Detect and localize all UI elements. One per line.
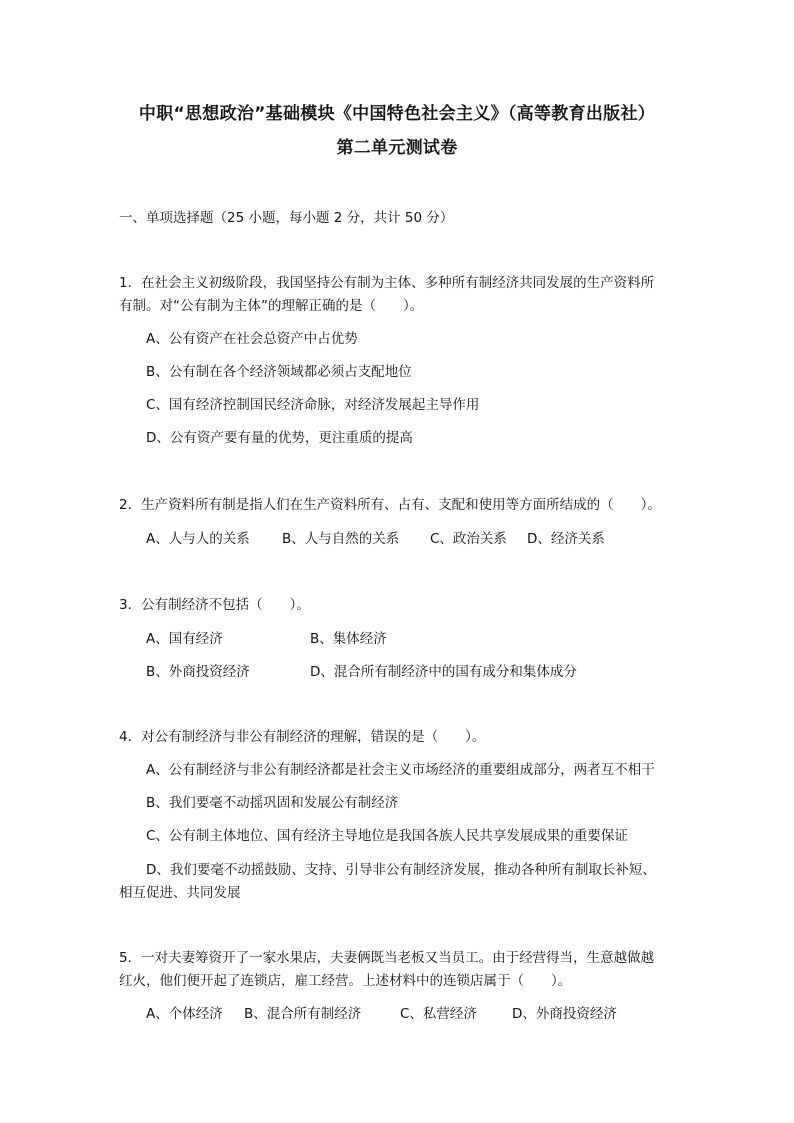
question-3-option-c: B、外商投资经济 — [146, 664, 250, 680]
question-5-stem-cont: 红火，他们便开起了连锁店，雇工经营。上述材料中的连锁店属于（ ）。 — [119, 973, 572, 989]
exam-subtitle: 第二单元测试卷 — [336, 138, 458, 158]
question-1-stem: 1．在社会主义初级阶段，我国坚持公有制为主体、多种所有制经济共同发展的生产资料所 — [119, 275, 655, 291]
question-1-option-d: D、公有资产要有量的优势，更注重质的提高 — [146, 430, 413, 446]
question-2-option-c: C、政治关系 — [430, 531, 507, 547]
question-4-option-d-cont: 相互促进、共同发展 — [119, 885, 241, 901]
question-5-option-b: B、混合所有制经济 — [244, 1006, 362, 1022]
question-4-stem: 4．对公有制经济与非公有制经济的理解，错误的是（ ）。 — [119, 729, 486, 745]
question-2-option-a: A、人与人的关系 — [146, 531, 250, 547]
question-4-option-b: B、我们要毫不动摇巩固和发展公有制经济 — [146, 795, 399, 811]
question-5-option-c: C、私营经济 — [400, 1006, 477, 1022]
question-1-option-c: C、国有经济控制国民经济命脉，对经济发展起主导作用 — [146, 397, 480, 413]
question-2-option-d: D、经济关系 — [527, 531, 605, 547]
question-1-option-a: A、公有资产在社会总资产中占优势 — [146, 331, 358, 347]
question-4-option-d: D、我们要毫不动摇鼓励、支持、引导非公有制经济发展，推动各种所有制取长补短、 — [146, 862, 656, 878]
exam-title: 中职“思想政治”基础模块《中国特色社会主义》（高等教育出版社） — [138, 104, 656, 124]
question-3-option-b: B、集体经济 — [310, 631, 387, 647]
question-2-stem: 2．生产资料所有制是指人们在生产资料所有、占有、支配和使用等方面所结成的（ ）。 — [119, 497, 661, 513]
question-3-option-a: A、国有经济 — [146, 631, 223, 647]
question-4-option-c: C、公有制主体地位、国有经济主导地位是我国各族人民共享发展成果的重要保证 — [146, 828, 628, 844]
question-1-option-b: B、公有制在各个经济领域都必须占支配地位 — [146, 364, 412, 380]
question-5-option-d: D、外商投资经济 — [512, 1006, 617, 1022]
question-5-stem: 5．一对夫妻筹资开了一家水果店，夫妻俩既当老板又当员工。由于经营得当，生意越做越 — [119, 950, 655, 966]
section-heading: 一、单项选择题（25 小题，每小题 2 分，共计 50 分） — [119, 210, 454, 226]
question-4-option-a: A、公有制经济与非公有制经济都是社会主义市场经济的重要组成部分，两者互不相干 — [146, 762, 655, 778]
question-2-option-b: B、人与自然的关系 — [282, 531, 400, 547]
question-5-option-a: A、个体经济 — [146, 1006, 223, 1022]
question-3-stem: 3．公有制经济不包括（ ）。 — [119, 597, 310, 613]
question-1-stem-cont: 有制。对“公有制为主体”的理解正确的是（ ）。 — [119, 298, 424, 314]
question-3-option-d: D、混合所有制经济中的国有成分和集体成分 — [310, 664, 577, 680]
